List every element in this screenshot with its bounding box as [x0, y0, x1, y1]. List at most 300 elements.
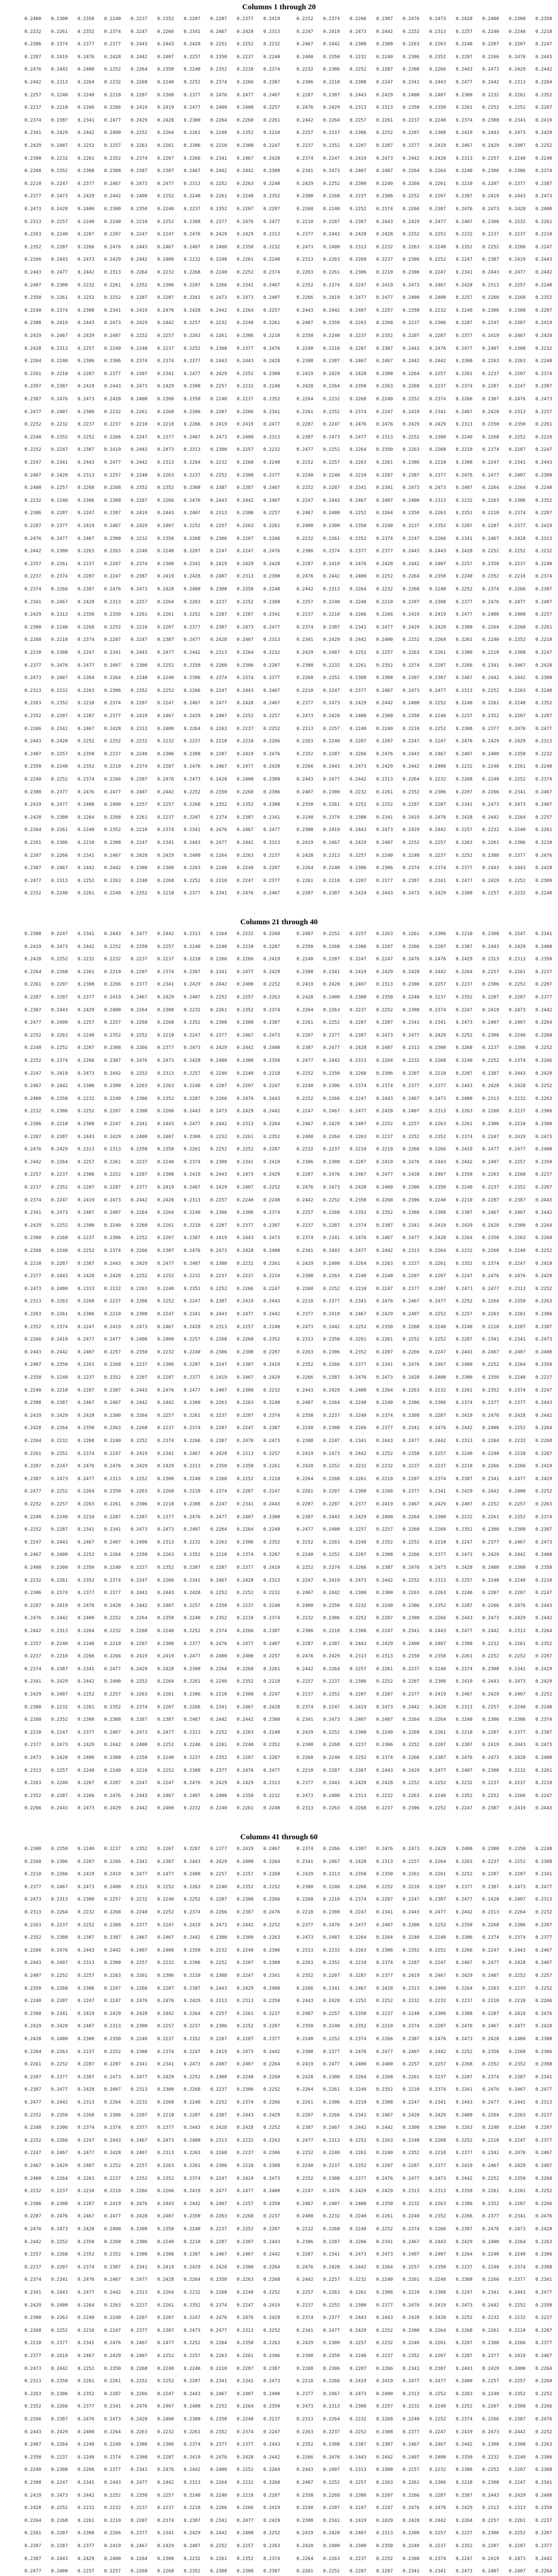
matrix-cell: 0.2264	[14, 2049, 41, 2055]
matrix-cell: 0.2257	[499, 283, 526, 288]
matrix-cell: 0.2232	[147, 739, 174, 744]
matrix-row	[286, 1033, 552, 1040]
matrix-cell: 0.2387	[41, 1134, 68, 1140]
matrix-cell: 0.2352	[366, 663, 393, 668]
matrix-cell: 0.2429	[446, 1973, 472, 1978]
matrix-cell: 0.2313	[41, 878, 68, 884]
matrix-cell: 0.2264	[253, 2467, 280, 2472]
matrix-cell: 0.2400	[14, 2176, 41, 2181]
matrix-cell: 0.2341	[526, 931, 552, 937]
matrix-row	[14, 574, 280, 581]
matrix-row	[14, 2265, 280, 2272]
matrix-cell: 0.2308	[200, 2569, 227, 2574]
matrix-cell: 0.2313	[286, 726, 313, 732]
matrix-cell: 0.2477	[393, 1033, 419, 1038]
matrix-cell: 0.2350	[121, 1147, 147, 1152]
matrix-cell: 0.2400	[499, 1489, 526, 1494]
matrix-cell: 0.2237	[147, 1426, 174, 1431]
matrix-cell: 0.2341	[419, 2569, 446, 2574]
matrix-cell: 0.2257	[472, 2518, 499, 2523]
matrix-cell: 0.2306	[121, 1502, 147, 1507]
matrix-cell: 0.2429	[227, 1986, 253, 1991]
matrix-cell: 0.2264	[174, 2277, 200, 2282]
matrix-cell: 0.2266	[313, 2113, 340, 2118]
matrix-cell: 0.2240	[41, 891, 68, 896]
matrix-cell: 0.2341	[147, 840, 174, 845]
matrix-cell: 0.2476	[41, 1948, 68, 1953]
matrix-cell: 0.2442	[67, 130, 94, 135]
matrix-cell: 0.2207	[14, 2075, 41, 2080]
matrix-cell: 0.2237	[446, 982, 472, 987]
matrix-cell: 0.2306	[366, 194, 393, 199]
matrix-cell: 0.2352	[393, 790, 419, 795]
matrix-cell: 0.2442	[41, 1350, 68, 1355]
matrix-cell: 0.2313	[286, 1337, 313, 1342]
matrix-cell: 0.2400	[526, 1350, 552, 1355]
matrix-cell: 0.2266	[253, 739, 280, 744]
matrix-cell: 0.2419	[227, 2176, 253, 2181]
matrix-cell: 0.2247	[67, 1325, 94, 1330]
matrix-cell: 0.2210	[200, 143, 227, 148]
matrix-cell: 0.2473	[446, 2037, 472, 2042]
matrix-cell: 0.2387	[14, 1008, 41, 1013]
matrix-cell: 0.2443	[121, 1388, 147, 1393]
matrix-cell: 0.2419	[94, 447, 121, 452]
matrix-cell: 0.2210	[200, 878, 227, 884]
matrix-cell: 0.2374	[253, 270, 280, 275]
matrix-row	[286, 1717, 552, 1724]
matrix-cell: 0.2477	[121, 2075, 147, 2080]
matrix-cell: 0.2252	[313, 2037, 340, 2042]
matrix-cell: 0.2407	[14, 752, 41, 757]
matrix-cell: 0.2442	[393, 1705, 419, 1710]
matrix-cell: 0.2207	[526, 2328, 552, 2333]
matrix-cell: 0.2443	[94, 2138, 121, 2143]
matrix-cell: 0.2263	[41, 1033, 68, 1038]
matrix-cell: 0.2428	[366, 562, 393, 567]
matrix-cell: 0.2240	[340, 600, 366, 605]
matrix-cell: 0.2268	[94, 1362, 121, 1367]
matrix-cell: 0.2377	[526, 995, 552, 1000]
matrix-cell: 0.2263	[94, 549, 121, 554]
matrix-cell: 0.2442	[366, 1578, 393, 1583]
matrix-cell: 0.2429	[121, 118, 147, 123]
matrix-cell: 0.2306	[366, 2290, 393, 2295]
matrix-cell: 0.2467	[340, 1172, 366, 1177]
matrix-cell: 0.2476	[526, 2214, 552, 2219]
matrix-cell: 0.2264	[14, 1438, 41, 1444]
matrix-cell: 0.2264	[526, 2366, 552, 2371]
matrix-cell: 0.2467	[94, 1400, 121, 1405]
matrix-cell: 0.2477	[366, 2049, 393, 2055]
matrix-cell: 0.2240	[67, 1846, 94, 1852]
matrix-cell: 0.2263	[147, 1552, 174, 1557]
matrix-cell: 0.2350	[526, 2303, 552, 2308]
matrix-cell: 0.2240	[472, 764, 499, 769]
matrix-cell: 0.2287	[472, 1872, 499, 1877]
matrix-cell: 0.2287	[67, 2062, 94, 2067]
matrix-cell: 0.2263	[340, 1948, 366, 1953]
matrix-cell: 0.2252	[67, 2366, 94, 2371]
matrix-cell: 0.2240	[174, 2100, 200, 2105]
matrix-cell: 0.2387	[366, 1223, 393, 1228]
matrix-cell: 0.2252	[94, 295, 121, 300]
matrix-cell: 0.2257	[41, 1768, 68, 1773]
matrix-cell: 0.2306	[121, 2240, 147, 2245]
matrix-cell: 0.2400	[472, 2240, 499, 2245]
matrix-cell: 0.2387	[526, 587, 552, 592]
matrix-cell: 0.2266	[41, 853, 68, 858]
matrix-cell: 0.2407	[340, 2531, 366, 2536]
matrix-cell: 0.2374	[366, 207, 393, 212]
matrix-cell: 0.2352	[446, 1793, 472, 1799]
matrix-cell: 0.2476	[393, 2303, 419, 2308]
matrix-cell: 0.2428	[253, 1705, 280, 1710]
matrix-cell: 0.2313	[340, 2467, 366, 2472]
matrix-cell: 0.2387	[446, 1210, 472, 1215]
matrix-cell: 0.2442	[14, 2240, 41, 2245]
matrix-cell: 0.2477	[419, 1910, 446, 1915]
matrix-cell: 0.2442	[200, 982, 227, 987]
matrix-cell: 0.2419	[67, 1872, 94, 1877]
matrix-cell: 0.2442	[313, 42, 340, 47]
matrix-cell: 0.2252	[313, 2303, 340, 2308]
matrix-cell: 0.2476	[253, 549, 280, 554]
matrix-cell: 0.2341	[227, 283, 253, 288]
matrix-cell: 0.2400	[41, 2303, 68, 2308]
matrix-cell: 0.2252	[419, 257, 446, 262]
matrix-cell: 0.2207	[472, 995, 499, 1000]
matrix-cell: 0.2207	[200, 1897, 227, 1902]
matrix-cell: 0.2313	[446, 688, 472, 693]
matrix-cell: 0.2210	[393, 1885, 419, 1890]
matrix-cell: 0.2400	[227, 1654, 253, 1659]
matrix-row	[286, 1008, 552, 1015]
matrix-cell: 0.2341	[472, 2290, 499, 2295]
matrix-cell: 0.2387	[313, 93, 340, 98]
matrix-cell: 0.2252	[499, 1654, 526, 1659]
matrix-row	[14, 1768, 280, 1775]
matrix-cell: 0.2266	[446, 397, 472, 402]
matrix-cell: 0.2387	[253, 2366, 280, 2371]
matrix-cell: 0.2252	[67, 1109, 94, 1114]
matrix-cell: 0.2350	[147, 1616, 174, 1621]
matrix-cell: 0.2207	[253, 2024, 280, 2029]
matrix-cell: 0.2306	[340, 130, 366, 135]
matrix-cell: 0.2207	[147, 625, 174, 630]
matrix-cell: 0.2419	[41, 55, 68, 60]
matrix-cell: 0.2429	[67, 2556, 94, 2562]
matrix-cell: 0.2341	[200, 1705, 227, 1710]
matrix-cell: 0.2407	[366, 1717, 393, 1722]
matrix-cell: 0.2374	[419, 2556, 446, 2562]
matrix-row	[286, 1362, 552, 1369]
matrix-row	[286, 562, 552, 569]
matrix-cell: 0.2400	[67, 67, 94, 72]
matrix-row	[286, 130, 552, 138]
matrix-cell: 0.2341	[393, 1426, 419, 1431]
matrix-cell: 0.2350	[14, 1375, 41, 1380]
matrix-cell: 0.2400	[366, 2062, 393, 2067]
matrix-cell: 0.2207	[200, 2037, 227, 2042]
matrix-cell: 0.2477	[174, 637, 200, 642]
matrix-cell: 0.2264	[526, 1020, 552, 1025]
matrix-cell: 0.2473	[41, 1477, 68, 1482]
matrix-cell: 0.2207	[340, 1552, 366, 1557]
matrix-cell: 0.2263	[313, 257, 340, 262]
matrix-row	[286, 143, 552, 150]
matrix-cell: 0.2287	[200, 1565, 227, 1570]
matrix-cell: 0.2252	[446, 1299, 472, 1304]
matrix-cell: 0.2210	[253, 1679, 280, 1684]
matrix-cell: 0.2387	[147, 1717, 174, 1722]
matrix-cell: 0.2313	[200, 1998, 227, 2004]
matrix-cell: 0.2252	[393, 1337, 419, 1342]
matrix-cell: 0.2374	[499, 1058, 526, 1063]
matrix-cell: 0.2443	[499, 866, 526, 871]
matrix-cell: 0.2350	[313, 1071, 340, 1076]
matrix-row	[14, 1451, 280, 1459]
matrix-cell: 0.2387	[174, 970, 200, 975]
matrix-cell: 0.2266	[200, 283, 227, 288]
matrix-cell: 0.2266	[286, 764, 313, 769]
matrix-cell: 0.2247	[366, 957, 393, 962]
matrix-cell: 0.2207	[67, 371, 94, 377]
matrix-cell: 0.2429	[526, 1274, 552, 1279]
matrix-cell: 0.2261	[366, 118, 393, 123]
matrix-cell: 0.2232	[526, 549, 552, 554]
matrix-cell: 0.2428	[340, 1859, 366, 1865]
matrix-row	[14, 1540, 280, 1547]
matrix-cell: 0.2240	[200, 1806, 227, 1811]
matrix-cell: 0.2308	[14, 931, 41, 937]
matrix-cell: 0.2268	[94, 1910, 121, 1915]
matrix-cell: 0.2443	[253, 1502, 280, 1507]
matrix-cell: 0.2266	[313, 1362, 340, 1367]
matrix-cell: 0.2232	[121, 536, 147, 541]
matrix-cell: 0.2473	[200, 1248, 227, 1253]
matrix-cell: 0.2257	[286, 1210, 313, 1215]
matrix-cell: 0.2264	[200, 2341, 227, 2346]
matrix-cell: 0.2476	[393, 16, 419, 22]
matrix-cell: 0.2261	[499, 2518, 526, 2523]
matrix-cell: 0.2419	[446, 2163, 472, 2168]
matrix-cell: 0.2377	[14, 663, 41, 668]
matrix-cell: 0.2261	[227, 2011, 253, 2016]
matrix-cell: 0.2263	[41, 2049, 68, 2055]
matrix-cell: 0.2374	[366, 1755, 393, 1760]
matrix-cell: 0.2264	[393, 777, 419, 782]
matrix-cell: 0.2247	[200, 549, 227, 554]
matrix-cell: 0.2300	[121, 2024, 147, 2029]
matrix-cell: 0.2477	[286, 447, 313, 452]
matrix-cell: 0.2442	[286, 1667, 313, 1672]
matrix-cell: 0.2477	[526, 726, 552, 732]
matrix-cell: 0.2341	[393, 1629, 419, 1634]
matrix-cell: 0.2477	[200, 1515, 227, 1520]
matrix-cell: 0.2252	[499, 1426, 526, 1431]
matrix-cell: 0.2467	[393, 2240, 419, 2245]
matrix-cell: 0.2240	[14, 1388, 41, 1393]
matrix-cell: 0.2210	[286, 1299, 313, 1304]
matrix-row	[14, 1198, 280, 1205]
matrix-cell: 0.2252	[499, 777, 526, 782]
matrix-cell: 0.2247	[41, 1464, 68, 1469]
matrix-cell: 0.2374	[227, 675, 253, 681]
matrix-cell: 0.2300	[200, 1261, 227, 1266]
matrix-cell: 0.2257	[419, 371, 446, 377]
matrix-cell: 0.2237	[200, 1413, 227, 1418]
matrix-cell: 0.2442	[313, 1325, 340, 1330]
matrix-cell: 0.2429	[366, 93, 393, 98]
matrix-cell: 0.2247	[499, 2138, 526, 2143]
matrix-cell: 0.2477	[147, 181, 174, 187]
matrix-cell: 0.2429	[67, 1742, 94, 1748]
matrix-cell: 0.2313	[14, 688, 41, 693]
matrix-cell: 0.2476	[286, 105, 313, 110]
matrix-cell: 0.2308	[472, 931, 499, 937]
matrix-cell: 0.2476	[41, 663, 68, 668]
matrix-cell: 0.2263	[227, 853, 253, 858]
matrix-cell: 0.2377	[366, 1973, 393, 1978]
matrix-cell: 0.2473	[174, 1045, 200, 1050]
matrix-cell: 0.2442	[313, 1058, 340, 1063]
matrix-cell: 0.2263	[147, 473, 174, 478]
matrix-cell: 0.2268	[313, 1210, 340, 1215]
matrix-cell: 0.2210	[147, 2113, 174, 2118]
matrix-cell: 0.2341	[499, 790, 526, 795]
matrix-row	[286, 1755, 552, 1762]
matrix-cell: 0.2247	[41, 2480, 68, 2485]
matrix-cell: 0.2428	[253, 156, 280, 161]
matrix-cell: 0.2306	[393, 1806, 419, 1811]
matrix-cell: 0.2374	[286, 1235, 313, 1241]
matrix-cell: 0.2287	[14, 523, 41, 529]
matrix-cell: 0.2476	[94, 2341, 121, 2346]
matrix-cell: 0.2263	[419, 1590, 446, 1596]
matrix-cell: 0.2473	[286, 245, 313, 250]
matrix-cell: 0.2442	[14, 1160, 41, 1165]
matrix-cell: 0.2428	[313, 1998, 340, 2004]
matrix-cell: 0.2300	[286, 194, 313, 199]
matrix-cell: 0.2400	[286, 523, 313, 529]
matrix-cell: 0.2400	[227, 777, 253, 782]
matrix-cell: 0.2252	[121, 1679, 147, 1684]
matrix-cell: 0.2252	[340, 207, 366, 212]
matrix-cell: 0.2287	[253, 1350, 280, 1355]
matrix-cell: 0.2247	[366, 1629, 393, 1634]
matrix-cell: 0.2428	[286, 2544, 313, 2549]
matrix-cell: 0.2407	[526, 2163, 552, 2168]
matrix-cell: 0.2387	[366, 2442, 393, 2447]
matrix-cell: 0.2261	[340, 2150, 366, 2156]
matrix-cell: 0.2419	[499, 1806, 526, 1811]
matrix-cell: 0.2247	[147, 2392, 174, 2397]
matrix-cell: 0.2210	[526, 637, 552, 642]
matrix-cell: 0.2257	[174, 320, 200, 326]
matrix-cell: 0.2476	[14, 536, 41, 541]
matrix-cell: 0.2268	[313, 194, 340, 199]
matrix-cell: 0.2308	[313, 1910, 340, 1915]
matrix-cell: 0.2407	[366, 168, 393, 174]
matrix-cell: 0.2313	[499, 1629, 526, 1634]
matrix-cell: 0.2308	[446, 726, 472, 732]
matrix-cell: 0.2350	[147, 67, 174, 72]
matrix-cell: 0.2257	[340, 2341, 366, 2346]
matrix-cell: 0.2387	[94, 1058, 121, 1063]
matrix-cell: 0.2476	[41, 2214, 68, 2219]
matrix-cell: 0.2473	[446, 2569, 472, 2574]
matrix-cell: 0.2352	[174, 2037, 200, 2042]
matrix-cell: 0.2306	[446, 2201, 472, 2207]
matrix-cell: 0.2374	[67, 1451, 94, 1456]
matrix-cell: 0.2210	[499, 2328, 526, 2333]
matrix-cell: 0.2387	[419, 1897, 446, 1902]
matrix-cell: 0.2252	[446, 2315, 472, 2320]
matrix-cell: 0.2306	[200, 1350, 227, 1355]
matrix-cell: 0.2407	[174, 511, 200, 516]
matrix-cell: 0.2207	[340, 2366, 366, 2371]
matrix-cell: 0.2341	[227, 2379, 253, 2384]
matrix-cell: 0.2306	[67, 498, 94, 503]
matrix-cell: 0.2287	[499, 2544, 526, 2549]
matrix-cell: 0.2473	[472, 802, 499, 807]
matrix-cell: 0.2400	[253, 1986, 280, 1991]
matrix-cell: 0.2442	[393, 764, 419, 769]
matrix-cell: 0.2237	[446, 2265, 472, 2270]
matrix-row	[286, 1058, 552, 1065]
matrix-cell: 0.2407	[200, 1388, 227, 1393]
matrix-cell: 0.2252	[41, 2062, 68, 2067]
matrix-cell: 0.2400	[94, 802, 121, 807]
matrix-cell: 0.2232	[253, 650, 280, 655]
matrix-cell: 0.2232	[67, 283, 94, 288]
matrix-cell: 0.2377	[286, 2392, 313, 2397]
matrix-cell: 0.2442	[472, 80, 499, 85]
matrix-cell: 0.2207	[121, 2113, 147, 2118]
matrix-cell: 0.2266	[200, 2505, 227, 2511]
matrix-row	[286, 1083, 552, 1091]
matrix-cell: 0.2252	[313, 2569, 340, 2574]
matrix-cell: 0.2287	[526, 1451, 552, 1456]
matrix-cell: 0.2313	[253, 840, 280, 845]
matrix-cell: 0.2240	[41, 1781, 68, 1786]
matrix-cell: 0.2266	[286, 1986, 313, 1991]
matrix-cell: 0.2207	[147, 156, 174, 161]
matrix-cell: 0.2252	[446, 1872, 472, 1877]
matrix-cell: 0.2387	[227, 815, 253, 820]
matrix-cell: 0.2237	[174, 2024, 200, 2029]
matrix-row	[14, 485, 280, 493]
matrix-cell: 0.2377	[147, 2125, 174, 2130]
matrix-cell: 0.2287	[67, 574, 94, 579]
matrix-cell: 0.2476	[67, 2417, 94, 2422]
matrix-cell: 0.2473	[472, 1755, 499, 1760]
matrix-cell: 0.2442	[253, 1109, 280, 1114]
matrix-cell: 0.2308	[200, 1160, 227, 1165]
matrix-cell: 0.2407	[227, 2392, 253, 2397]
matrix-cell: 0.2207	[499, 714, 526, 719]
matrix-cell: 0.2429	[313, 637, 340, 642]
matrix-cell: 0.2257	[499, 1502, 526, 1507]
matrix-row	[286, 1477, 552, 1484]
matrix-cell: 0.2263	[446, 840, 472, 845]
matrix-cell: 0.2207	[446, 2075, 472, 2080]
matrix-cell: 0.2240	[499, 701, 526, 706]
matrix-cell: 0.2264	[200, 853, 227, 858]
matrix-cell: 0.2467	[121, 2138, 147, 2143]
matrix-cell: 0.2407	[526, 802, 552, 807]
